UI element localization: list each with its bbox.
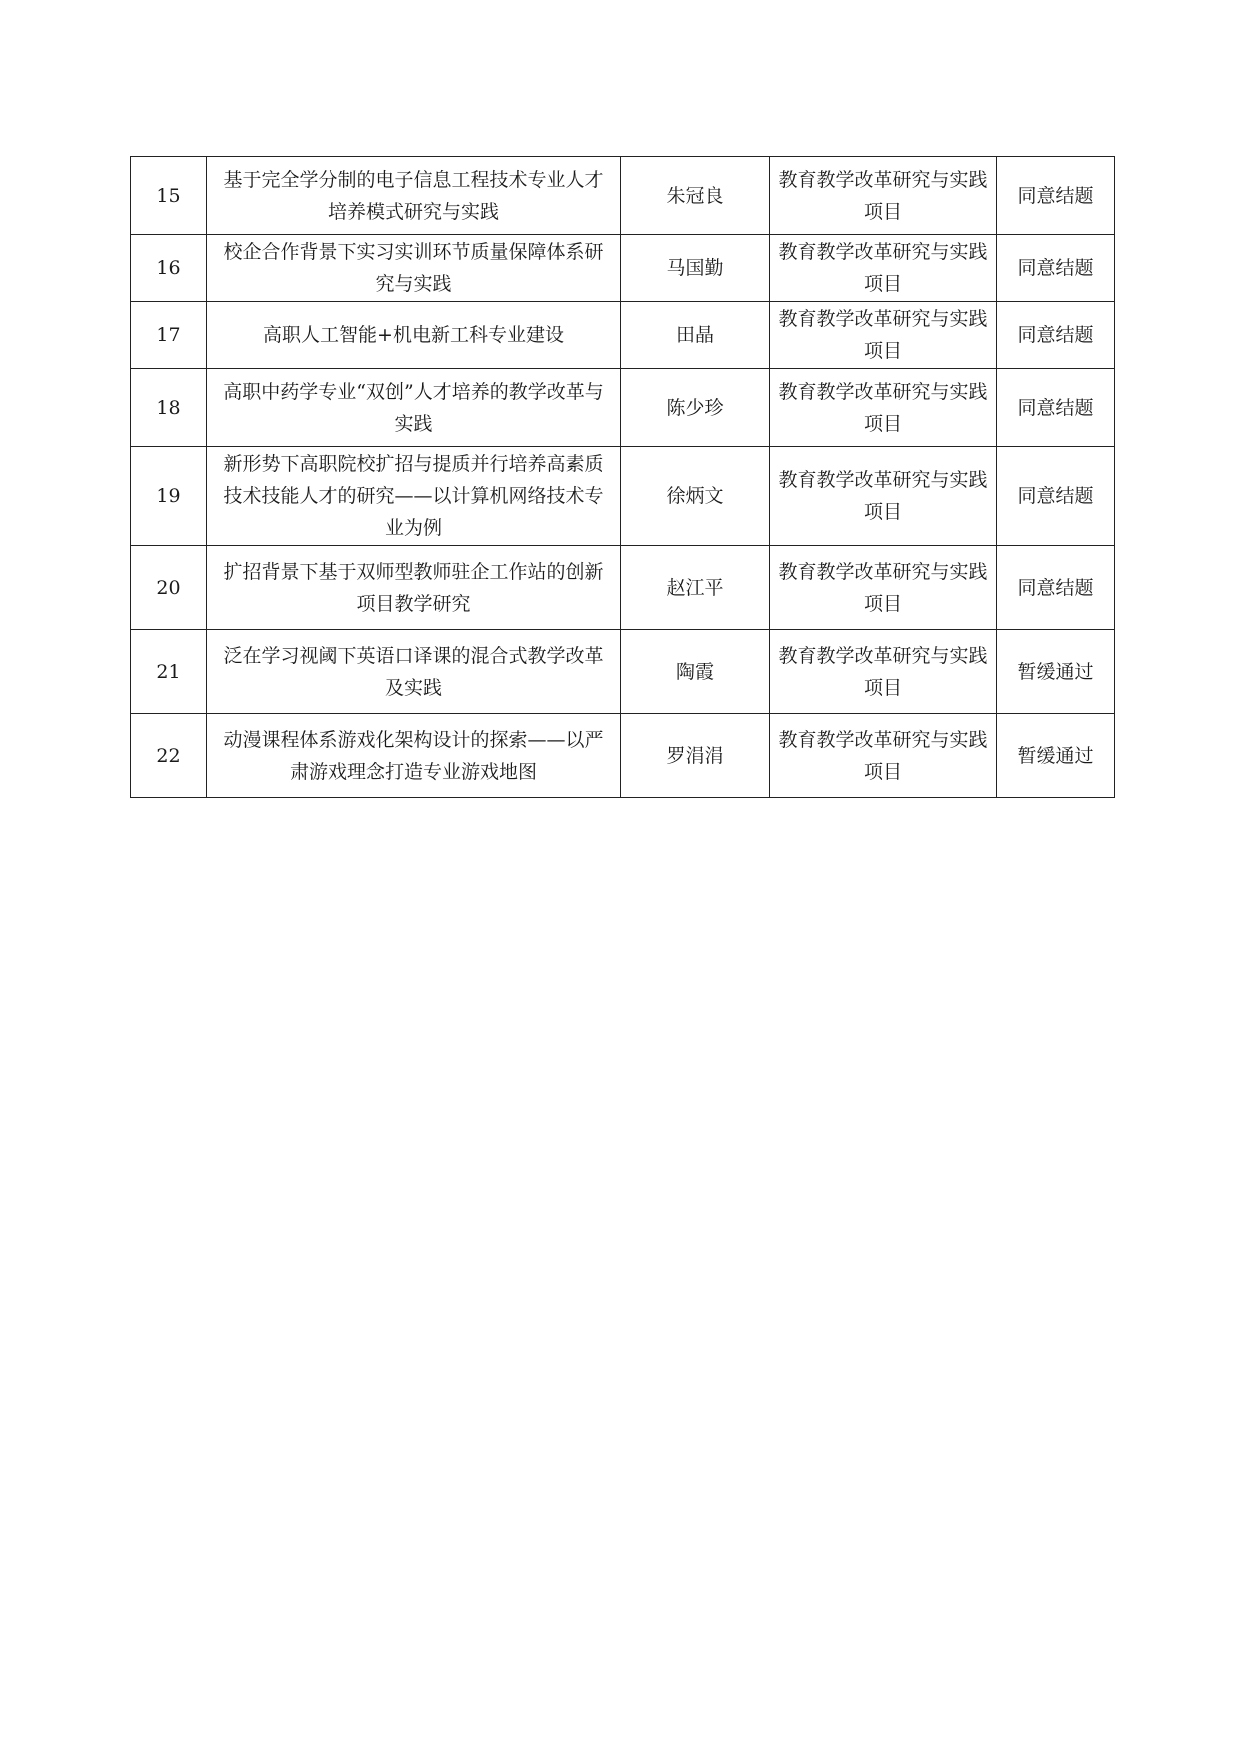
row-number: 19 bbox=[131, 447, 207, 546]
project-type: 教育教学改革研究与实践项目 bbox=[770, 630, 997, 714]
project-results-table bbox=[130, 156, 1115, 798]
row-number: 16 bbox=[131, 235, 207, 302]
project-leader: 赵江平 bbox=[621, 546, 770, 630]
project-leader: 马国勤 bbox=[621, 235, 770, 302]
project-leader: 朱冠良 bbox=[621, 157, 770, 235]
project-title: 高职中药学专业“双创”人才培养的教学改革与实践 bbox=[207, 369, 621, 447]
project-type: 教育教学改革研究与实践项目 bbox=[770, 369, 997, 447]
project-title: 校企合作背景下实习实训环节质量保障体系研究与实践 bbox=[207, 235, 621, 302]
project-title: 新形势下高职院校扩招与提质并行培养高素质技术技能人才的研究——以计算机网络技术专业为例 bbox=[207, 447, 621, 546]
table-row bbox=[131, 369, 1115, 447]
table-row bbox=[131, 546, 1115, 630]
project-title: 扩招背景下基于双师型教师驻企工作站的创新项目教学研究 bbox=[207, 546, 621, 630]
row-number: 15 bbox=[131, 157, 207, 235]
table-row bbox=[131, 302, 1115, 369]
review-result: 同意结题 bbox=[997, 546, 1115, 630]
project-leader: 徐炳文 bbox=[621, 447, 770, 546]
table-row bbox=[131, 157, 1115, 235]
row-number: 22 bbox=[131, 714, 207, 798]
row-number: 20 bbox=[131, 546, 207, 630]
row-number: 21 bbox=[131, 630, 207, 714]
project-title: 动漫课程体系游戏化架构设计的探索——以严肃游戏理念打造专业游戏地图 bbox=[207, 714, 621, 798]
project-type: 教育教学改革研究与实践项目 bbox=[770, 447, 997, 546]
table-row bbox=[131, 630, 1115, 714]
project-title: 泛在学习视阈下英语口译课的混合式教学改革及实践 bbox=[207, 630, 621, 714]
project-title: 基于完全学分制的电子信息工程技术专业人才培养模式研究与实践 bbox=[207, 157, 621, 235]
table-row bbox=[131, 235, 1115, 302]
review-result: 同意结题 bbox=[997, 369, 1115, 447]
project-title: 高职人工智能+机电新工科专业建设 bbox=[207, 302, 621, 369]
project-leader: 陈少珍 bbox=[621, 369, 770, 447]
project-type: 教育教学改革研究与实践项目 bbox=[770, 302, 997, 369]
review-result: 同意结题 bbox=[997, 235, 1115, 302]
row-number: 18 bbox=[131, 369, 207, 447]
review-result: 同意结题 bbox=[997, 447, 1115, 546]
project-type: 教育教学改革研究与实践项目 bbox=[770, 714, 997, 798]
row-number: 17 bbox=[131, 302, 207, 369]
project-leader: 田晶 bbox=[621, 302, 770, 369]
table-row bbox=[131, 714, 1115, 798]
review-result: 同意结题 bbox=[997, 302, 1115, 369]
review-result: 暂缓通过 bbox=[997, 714, 1115, 798]
project-type: 教育教学改革研究与实践项目 bbox=[770, 157, 997, 235]
review-result: 暂缓通过 bbox=[997, 630, 1115, 714]
project-leader: 陶霞 bbox=[621, 630, 770, 714]
table-row bbox=[131, 447, 1115, 546]
review-result: 同意结题 bbox=[997, 157, 1115, 235]
project-type: 教育教学改革研究与实践项目 bbox=[770, 235, 997, 302]
project-leader: 罗涓涓 bbox=[621, 714, 770, 798]
project-type: 教育教学改革研究与实践项目 bbox=[770, 546, 997, 630]
